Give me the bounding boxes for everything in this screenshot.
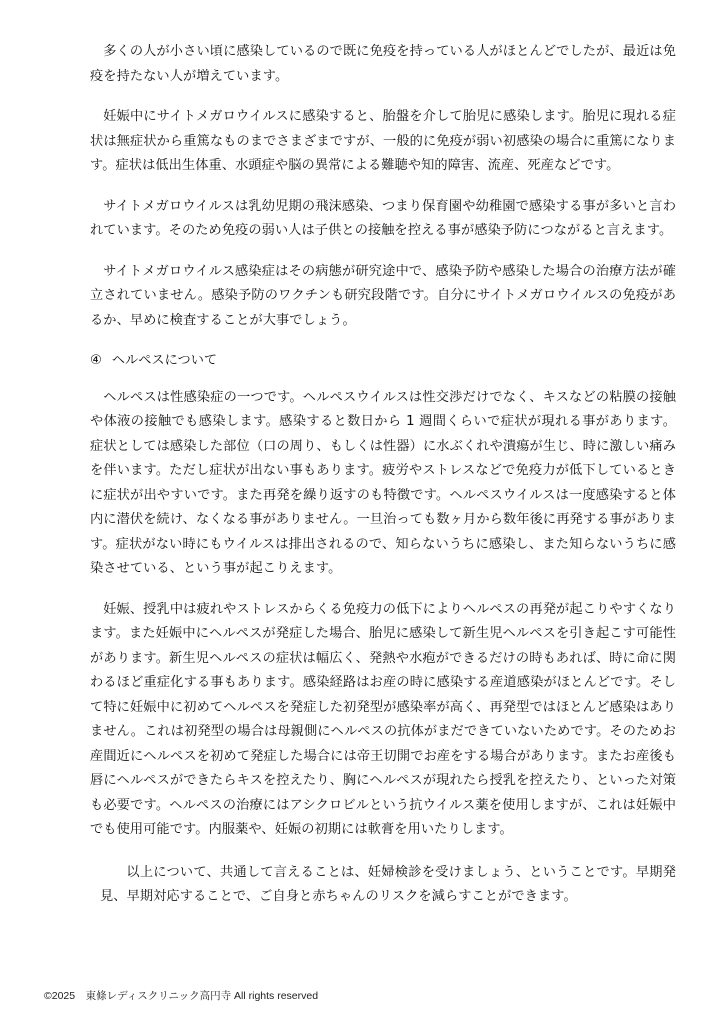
document-body	[90, 40, 676, 926]
paragraph-cmv-research: サイトメガロウイルス感染症はその病態が研究途中で、感染予防や感染した場合の治療方法が確立されていません。感染予防のワクチンも研究段階です。自分にサイトメガロウイルスの免疫があるか、早めに検査することが大事でしょう。	[90, 263, 676, 328]
paragraph-herpes-overview: ヘルペスは性感染症の一つです。ヘルペスウイルスは性交渉だけでなく、キスなどの粘膜の接触や体液の接触でも感染します。感染すると数日から 1 週間くらいで症状が現れる事があります。症状としては感染した部位（口の周り、もしくは性器）に水ぶくれや潰瘍が生じ、時に激しい痛みを伴います。ただし症状が出ない事もあります。疲労やストレスなどで免疫力が低下しているときに症状が出やすいです。また再発を繰り返すのも特徴です。ヘルペスウイルスは一度感染すると体内に潜伏を続け、なくなる事がありません。一旦治っても数ヶ月から数年後に再発する事があります。症状がない時にもウイルスは排出されるので、知らないうちに感染し、また知らないうちに感染させている、という事が起こりえます。	[90, 389, 676, 576]
section-title: ヘルペスについて	[111, 353, 218, 368]
paragraph-herpes-pregnancy: 妊娠、授乳中は疲れやストレスからくる免疫力の低下によりヘルペスの再発が起こりやすくなります。また妊娠中にヘルペスが発症した場合、胎児に感染して新生児ヘルペスを引き起こす可能性があります。新生児ヘルペスの症状は幅広く、発熱や水疱ができるだけの時もあれば、時に命に関わるほど重症化する事もあります。感染経路はお産の時に感染する産道感染がほとんどです。そして特に妊娠中に初めてヘルペスを発症した初発型が感染率が高く、再発型ではほとんど感染はありません。これは初発型の場合は母親側にヘルペスの抗体がまだできていないためです。そのためお産間近にヘルペスを初めて発症した場合には帝王切開でお産をする場合があります。またお産後も唇にヘルペスができたらキスを控えたり、胸にヘルペスが現れたら授乳を控えたり、といった対策も必要です。ヘルペスの治療にはアシクロビルという抗ウイルス薬を使用しますが、これは妊娠中でも使用可能です。内服薬や、妊娠の初期には軟膏を用いたりします。	[90, 601, 676, 837]
section-heading-herpes	[90, 349, 676, 374]
paragraph-cmv-transmission: サイトメガロウイルスは乳幼児期の飛沫感染、つまり保育園や幼稚園で感染する事が多いと言われています。そのため免疫の弱い人は子供との接触を控える事が感染予防につながると言えます。	[90, 198, 676, 238]
section-number: ④	[90, 353, 102, 368]
copyright-footer: ©2025 東條レディスクリニック高円寺 All rights reserved	[44, 990, 319, 1002]
paragraph-closing: 以上について、共通して言えることは、妊婦検診を受けましょう、ということです。早期発見、早期対応することで、ご自身と赤ちゃんのリスクを減らすことができます。	[100, 864, 676, 904]
paragraph-pregnancy-cmv: 妊娠中にサイトメガロウイルスに感染すると、胎盤を介して胎児に感染します。胎児に現れる症状は無症状から重篤なものまでさまざまですが、一般的に免疫が弱い初感染の場合に重篤になります。症状は低出生体重、水頭症や脳の異常による難聴や知的障害、流産、死産などです。	[90, 109, 676, 173]
paragraph-immunity: 多くの人が小さい頃に感染しているので既に免疫を持っている人がほとんどでしたが、最近は免疫を持たない人が増えています。	[90, 44, 676, 84]
